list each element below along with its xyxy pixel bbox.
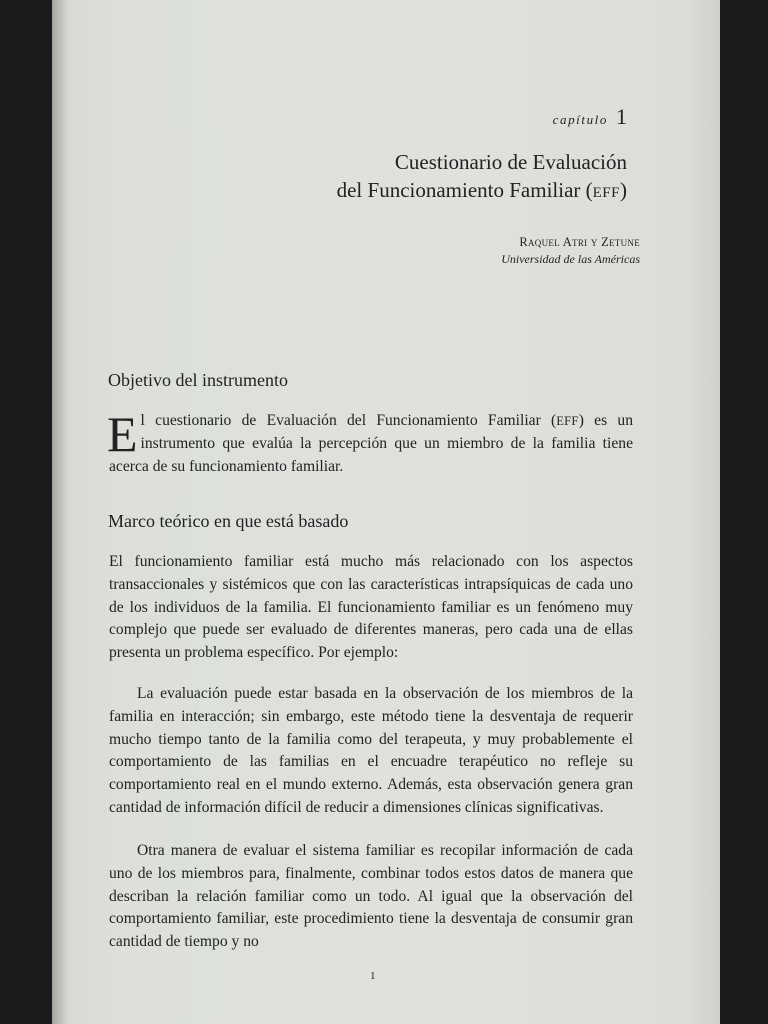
chapter-label bbox=[553, 104, 627, 130]
author-name: Raquel Atri y Zetune bbox=[519, 235, 640, 249]
paragraph-marco-3: Otra manera de evaluar el sistema familiar es recopilar información de cada uno de los miembros para, finalmente, combinar todos estos datos de manera que describan la relación familiar como un todo. Al igual que la observación del comportamiento familiar, este procedimiento tiene la desventaja de consumir gran cantidad de tiempo y no bbox=[109, 842, 633, 951]
chapter-number: 1 bbox=[616, 104, 627, 129]
title-close-paren: ) bbox=[620, 178, 627, 202]
title-abbr: EFF bbox=[592, 185, 620, 201]
page-gutter-shadow bbox=[52, 0, 70, 1024]
title-line-2-text: del Funcionamiento Familiar ( bbox=[336, 178, 593, 202]
objetivo-text-a: l cuestionario de Evaluación del Funcionamiento Familiar ( bbox=[140, 412, 557, 429]
paragraph-objetivo bbox=[107, 406, 633, 478]
title-line-2 bbox=[337, 176, 627, 207]
author-institution: Universidad de las Américas bbox=[501, 252, 640, 266]
title-line-1: Cuestionario de Evaluación bbox=[394, 150, 627, 174]
objetivo-abbr: EFF bbox=[556, 414, 579, 428]
section-heading-marco: Marco teórico en que está basado bbox=[108, 511, 349, 531]
paragraph-marco-2: La evaluación puede estar basada en la observación de los miembros de la familia en interacción; sin embargo, este método tiene la desventaja de requerir mucho tiempo tanto de la familia como del terapeuta, y muy probablemente el comportamiento de las familias en el encuadre terapéutico no refleje su comportamiento real en el mundo externo. Además, esta observación genera gran cantidad de información difícil de reducir a dimensiones clínicas significativas. bbox=[109, 685, 633, 816]
chapter-title bbox=[337, 148, 627, 207]
chapter-word: capítulo bbox=[552, 112, 608, 127]
section-heading-objetivo: Objetivo del instrumento bbox=[108, 370, 288, 390]
book-page bbox=[52, 0, 720, 1024]
page-number: 1 bbox=[370, 970, 376, 982]
author-block bbox=[501, 234, 640, 268]
objetivo-text-b: ) es un instrumento que evalúa la percepción que un miembro de la familia tiene acerca de su funcionamiento familiar. bbox=[109, 412, 633, 475]
paragraph-marco-1: El funcionamiento familiar está mucho más relacionado con los aspectos transaccionales y sistémicos que con las características intrapsíquicas de cada uno de los individuos de la familia. El funcionamiento familiar es un fenómeno muy complejo que puede ser evaluado de diferentes maneras, pero cada una de ellas presenta un problema específico. Por ejemplo: bbox=[109, 553, 633, 662]
drop-cap: E bbox=[107, 406, 138, 462]
